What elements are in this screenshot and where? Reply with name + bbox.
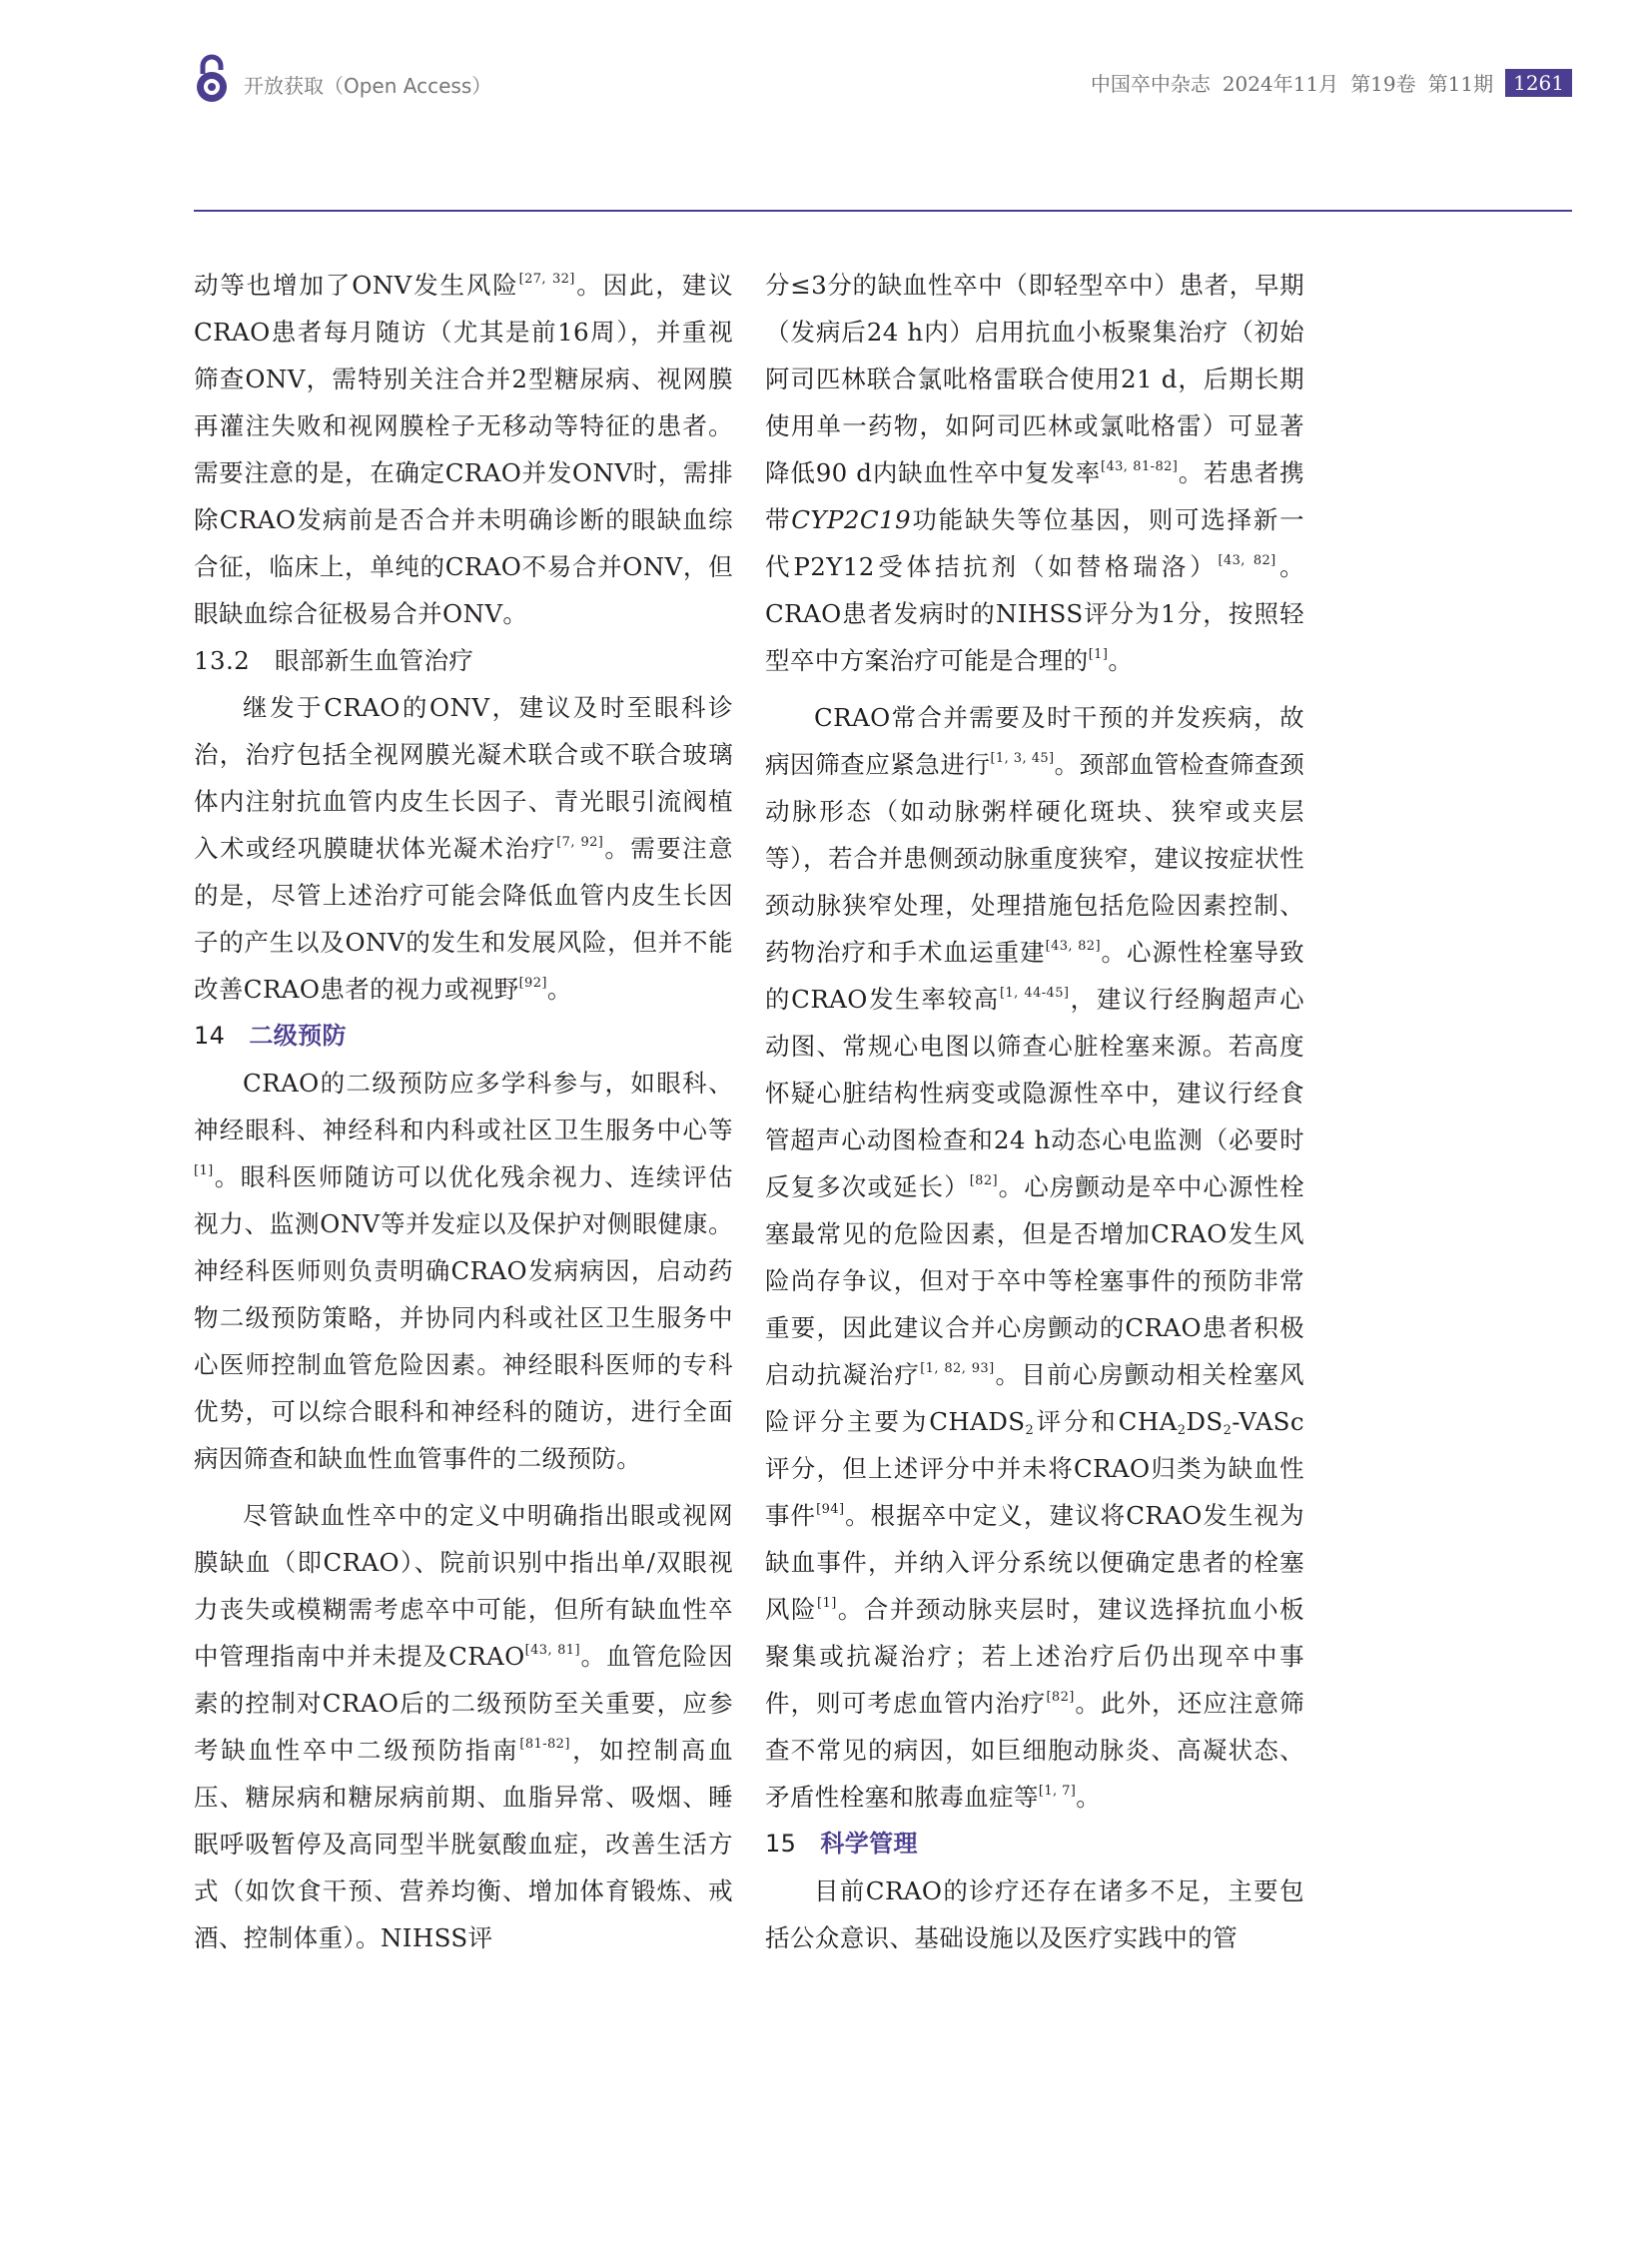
journal-name: 中国卒中杂志 xyxy=(1090,72,1211,96)
citation[interactable]: [1, 44-45] xyxy=(999,986,1070,1001)
section-number: 15 xyxy=(765,1830,797,1858)
citation[interactable]: [1] xyxy=(194,1163,214,1178)
citation[interactable]: [43, 81-82] xyxy=(1100,459,1179,474)
left-column xyxy=(194,262,733,1961)
open-access-label: 开放获取（Open Access） xyxy=(244,74,492,98)
issue-date: 2024年11月 xyxy=(1222,72,1339,96)
citation[interactable]: [43, 82] xyxy=(1218,553,1276,568)
section-title: 二级预防 xyxy=(249,1022,347,1050)
section-title: 科学管理 xyxy=(820,1830,918,1858)
paragraph: CRAO常合并需要及时干预的并发疾病，故病因筛查应紧急进行[1, 3, 45]。颈部血管检查筛查颈动脉形态（如动脉粥样硬化斑块、狭窄或夹层等），若合并患侧颈动脉重度狭窄，建议按症状性颈动脉狭窄处理，处理措施包括危险因素控制、药物治疗和手术血运重建[43, 82]。心源性栓塞导致的CRAO发生率较高[1, 44-45]，建议行经胸超声心动图、常规心电图以筛查心脏栓塞来源。若高度怀疑心脏结构性病变或隐源性卒中，建议行经食管超声心动图检查和24 h动态心电监测（必要时反复多次或延长）[82]。心房颤动是卒中心源性栓塞最常见的危险因素，但是否增加CRAO发生风险尚存争议，但对于卒中等栓塞事件的预防非常重要，因此建议合并心房颤动的CRAO患者积极启动抗凝治疗[1, 82, 93]。目前心房颤动相关栓塞风险评分主要为$CHADS_2$评分和$CHA_2DS_2$-VASc评分，但上述评分中并未将CRAO归类为缺血性事件[94]。根据卒中定义，建议将CRAO发生视为缺血事件，并纳入评分系统以便确定患者的栓塞风险[1]。合并颈动脉夹层时，建议选择抗血小板聚集或抗凝治疗；若上述治疗后仍出现卒中事件，则可考虑血管内治疗[82]。此外，还应注意筛查不常见的病因，如巨细胞动脉炎、高凝状态、矛盾性栓塞和脓毒血症等[1, 7]。 xyxy=(765,703,1305,1812)
paragraph: 分≤3分的缺血性卒中（即轻型卒中）患者，早期（发病后24 h内）启用抗血小板聚集治疗（初始阿司匹林联合氯吡格雷联合使用21 d，后期长期使用单一药物，如阿司匹林或氯吡格雷）可显著降低90 d内缺血性卒中复发率[43, 81-82]。若患者携带CYP2C19功能缺失等位基因，则可选择新一代P2Y12受体拮抗剂（如替格瑞洛）[43, 82]。CRAO患者发病时的NIHSS评分为1分，按照轻型卒中方案治疗可能是合理的[1]。 xyxy=(765,271,1305,675)
section-heading-14 xyxy=(194,1013,733,1060)
citation[interactable]: [82] xyxy=(1046,1690,1075,1705)
citation[interactable]: [7, 92] xyxy=(556,835,604,850)
paragraph: CRAO的二级预防应多学科参与，如眼科、神经眼科、神经科和内科或社区卫生服务中心等[1]。眼科医师随访可以优化残余视力、连续评估视力、监测ONV等并发症以及保护对侧眼健康。神经科医师则负责明确CRAO发病病因，启动药物二级预防策略，并协同内科或社区卫生服务中心医师控制血管危险因素。神经眼科医师的专科优势，可以综合眼科和神经科的随访，进行全面病因筛查和缺血性血管事件的二级预防。 xyxy=(194,1069,733,1473)
citation[interactable]: [92] xyxy=(518,976,547,991)
citation[interactable]: [1, 3, 45] xyxy=(990,751,1055,766)
right-column xyxy=(765,262,1304,1961)
citation[interactable]: [81-82] xyxy=(519,1737,570,1752)
page-header xyxy=(194,54,1572,118)
gene-name: CYP2C19 xyxy=(791,505,911,534)
paragraph: 尽管缺血性卒中的定义中明确指出眼或视网膜缺血（即CRAO）、院前识别中指出单/双眼视力丧失或模糊需考虑卒中可能，但所有缺血性卒中管理指南中并未提及CRAO[43, 81]。血管危险因素的控制对CRAO后的二级预防至关重要，应参考缺血性卒中二级预防指南[81-82]，如控制高血压、糖尿病和糖尿病前期、血脂异常、吸烟、睡眠呼吸暂停及高同型半胱氨酸血症，改善生活方式（如饮食干预、营养均衡、增加体育锻炼、戒酒、控制体重）。NIHSS评 xyxy=(194,1501,733,1952)
citation[interactable]: [1, 7] xyxy=(1038,1784,1077,1799)
paragraph: 继发于CRAO的ONV，建议及时至眼科诊治，治疗包括全视网膜光凝术联合或不联合玻璃体内注射抗血管内皮生长因子、青光眼引流阀植入术或经巩膜睫状体光凝术治疗[7, 92]。需要注意的是，尽管上述治疗可能会降低血管内皮生长因子的产生以及ONV的发生和发展风险，但并不能改善CRAO患者的视力或视野[92]。 xyxy=(194,693,733,1004)
citation[interactable]: [43, 81] xyxy=(524,1643,580,1658)
open-access-lock-icon xyxy=(194,54,230,104)
citation[interactable]: [1] xyxy=(1088,647,1109,662)
header-rule xyxy=(194,210,1572,212)
citation[interactable]: [27, 32] xyxy=(518,272,575,287)
paragraph: 动等也增加了ONV发生风险[27, 32]。因此，建议CRAO患者每月随访（尤其是前16周），并重视筛查ONV，需特别关注合并2型糖尿病、视网膜再灌注失败和视网膜栓子无移动等特征的患者。需要注意的是，在确定CRAO并发ONV时，需排除CRAO发病前是否合并未明确诊断的眼缺血综合征，临床上，单纯的CRAO不易合并ONV，但眼缺血综合征极易合并ONV。 xyxy=(194,271,733,628)
section-number: 14 xyxy=(194,1022,226,1050)
paragraph: 目前CRAO的诊疗还存在诸多不足，主要包括公众意识、基础设施以及医疗实践中的管 xyxy=(765,1876,1304,1952)
citation[interactable]: [94] xyxy=(816,1502,845,1517)
issue: 第11期 xyxy=(1427,72,1494,96)
citation[interactable]: [1, 82, 93] xyxy=(920,1361,995,1376)
volume: 第19卷 xyxy=(1350,72,1416,96)
citation[interactable]: [1] xyxy=(817,1596,837,1611)
journal-info xyxy=(1079,68,1572,97)
section-heading-13-2: 13.2 眼部新生血管治疗 xyxy=(194,646,474,675)
citation[interactable]: [43, 82] xyxy=(1045,939,1101,954)
citation[interactable]: [82] xyxy=(969,1173,998,1188)
section-heading-15 xyxy=(765,1821,1304,1868)
page-number: 1261 xyxy=(1505,69,1572,97)
